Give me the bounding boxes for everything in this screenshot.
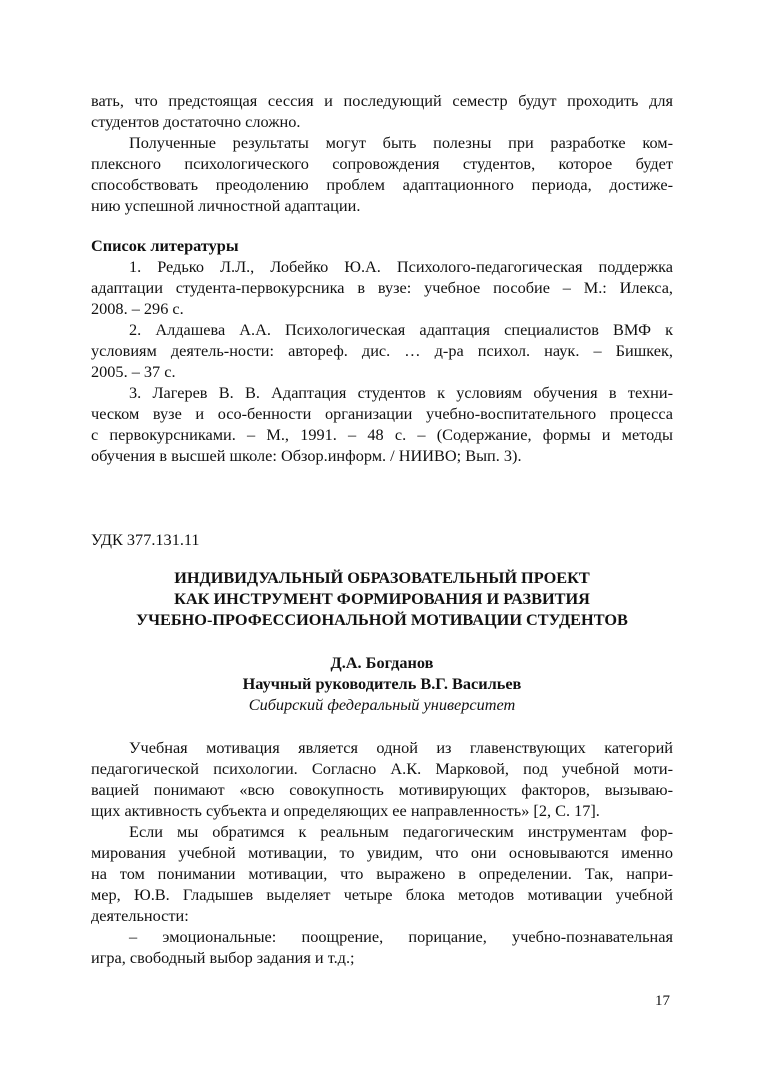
text-line: условиям деятель-ности: автореф. дис. … д-ра психол. наук. – Бишкек, [91, 341, 673, 360]
page-content [91, 90, 673, 968]
text-line: ческом вузе и осо-бенности организации учебно-воспитательного процесса [91, 404, 673, 423]
title-line: УЧЕБНО-ПРОФЕССИОНАЛЬНОЙ МОТИВАЦИИ СТУДЕНТОВ [136, 610, 628, 629]
text-line: 1. Редько Л.Л., Лобейко Ю.А. Психолого-педагогическая поддержка [129, 257, 673, 276]
text-line: вацией понимают «всю совокупность мотивирующих факторов, вызываю- [91, 780, 673, 799]
article-paragraph-3 [91, 926, 673, 968]
article-paragraph-2 [91, 821, 673, 926]
text-line: мер, Ю.В. Гладышев выделяет четыре блока методов мотивации учебной [91, 885, 673, 904]
text-line: мирования учебной мотивации, то увидим, что они основываются именно [91, 843, 673, 862]
text-line: – эмоциональные: поощрение, порицание, учебно-познавательная [129, 927, 673, 946]
article-title [91, 567, 673, 630]
text-line: плексного психологического сопровождения студентов, которое будет [91, 154, 673, 173]
text-line: вать, что предстоящая сессия и последующий семестр будут проходить для [91, 91, 673, 110]
text-line: Если мы обратимся к реальным педагогическим инструментам фор- [129, 822, 673, 841]
author-name: Д.А. Богданов [330, 653, 434, 672]
title-line: КАК ИНСТРУМЕНТ ФОРМИРОВАНИЯ И РАЗВИТИЯ [174, 589, 590, 608]
top-paragraph [91, 90, 673, 132]
text-line: игра, свободный выбор задания и т.д.; [91, 948, 355, 967]
text-line: педагогической психологии. Согласно А.К. Марковой, под учебной моти- [91, 759, 673, 778]
text-line: 2. Алдашева А.А. Психологическая адаптация специалистов ВМФ к [129, 320, 673, 339]
references-title: Список литературы [91, 236, 239, 255]
title-line: ИНДИВИДУАЛЬНЫЙ ОБРАЗОВАТЕЛЬНЫЙ ПРОЕКТ [174, 568, 590, 587]
text-line: 2008. – 296 с. [91, 299, 184, 318]
text-line: 3. Лагерев В. В. Адаптация студентов к условиям обучения в техни- [129, 383, 673, 402]
text-line: нию успешной личностной адаптации. [91, 196, 361, 215]
reference-item-3 [91, 382, 673, 466]
text-line: способствовать преодолению проблем адаптационного периода, достиже- [91, 175, 673, 194]
supervisor-name: Научный руководитель В.Г. Васильев [242, 674, 522, 693]
text-line: обучения в высшей школе: Обзор.информ. / НИИВО; Вып. 3). [91, 446, 522, 465]
authors-block [91, 652, 673, 715]
page-number: 17 [655, 993, 670, 1009]
text-line: 2005. – 37 с. [91, 362, 176, 381]
text-line: адаптации студента-первокурсника в вузе: учебное пособие – М.: Илекса, [91, 278, 673, 297]
results-paragraph [91, 132, 673, 216]
text-line: студентов достаточно сложно. [91, 112, 301, 131]
article-paragraph-1 [91, 737, 673, 821]
text-line: с первокурсниками. – М., 1991. – 48 с. – (Содержание, формы и методы [91, 425, 673, 444]
udk-code: УДК 377.131.11 [91, 530, 200, 549]
text-line: Полученные результаты могут быть полезны при разработке ком- [129, 133, 673, 152]
text-line: Учебная мотивация является одной из главенствующих категорий [129, 738, 673, 757]
text-line: щих активность субъекта и определяющих ее направленность» [2, С. 17]. [91, 801, 600, 820]
affiliation: Сибирский федеральный университет [248, 695, 516, 714]
text-line: деятельности: [91, 906, 189, 925]
text-line: на том понимании мотивации, что выражено в определении. Так, напри- [91, 864, 673, 883]
reference-item-2 [91, 319, 673, 382]
reference-item-1 [91, 256, 673, 319]
